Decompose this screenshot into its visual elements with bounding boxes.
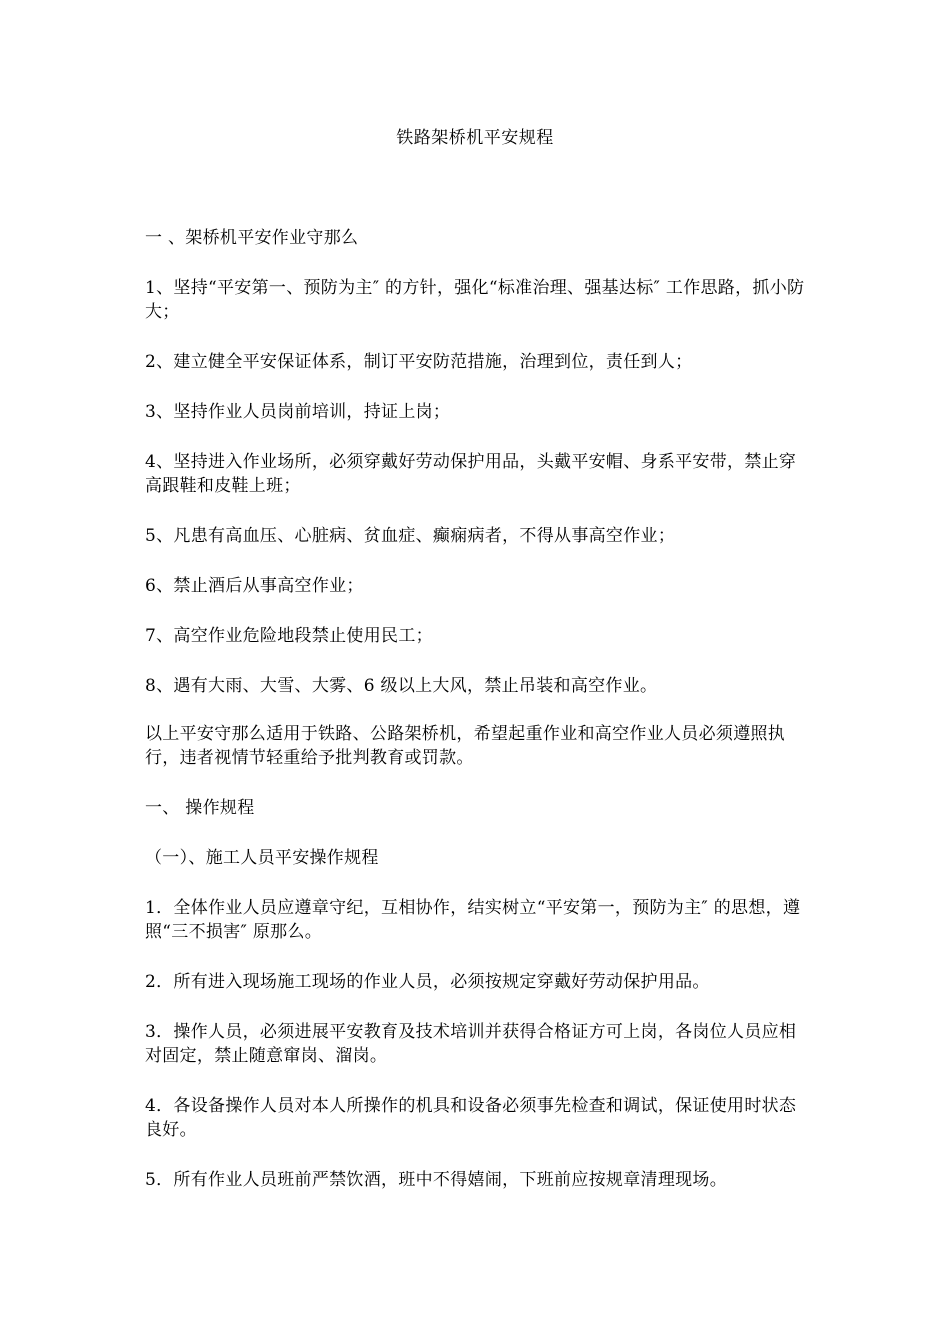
paragraph-rule-8: 8、遇有大雨、大雪、大雾、6 级以上大风，禁止吊装和高空作业。: [145, 676, 658, 696]
paragraph-rule-4: 4、坚持进入作业场所，必须穿戴好劳动保护用品，头戴平安帽、身系平安带，禁止穿高跟鞋和皮鞋上班；: [145, 452, 797, 496]
paragraph-op-rule-4: 4．各设备操作人员对本人所操作的机具和设备必须事先检查和调试，保证使用时状态良好。: [145, 1096, 797, 1140]
paragraph-op-rule-2: 2．所有进入现场施工现场的作业人员，必须按规定穿戴好劳动保护用品。: [145, 972, 710, 992]
paragraph-rule-3: 3、坚持作业人员岗前培训，持证上岗；: [145, 402, 451, 422]
section-heading-safety-rules: 一 、架桥机平安作业守那么: [145, 228, 359, 248]
subsection-heading-staff-rules: （一）、施工人员平安操作规程: [145, 848, 379, 868]
paragraph-op-rule-1: 1．全体作业人员应遵章守纪，互相协作，结实树立“平安第一，预防为主″ 的思想，遵照“三不损害″ 原那么。: [145, 898, 801, 942]
paragraph-op-rule-5: 5．所有作业人员班前严禁饮酒，班中不得嬉闹，下班前应按规章清理现场。: [145, 1170, 728, 1190]
paragraph-rule-7: 7、高空作业危险地段禁止使用民工；: [145, 626, 433, 646]
paragraph-rule-1: 1、坚持“平安第一、预防为主″ 的方针，强化“标准治理、强基达标″ 工作思路，抓小防大；: [145, 278, 805, 322]
paragraph-op-rule-3: 3．操作人员，必须进展平安教育及技术培训并获得合格证方可上岗，各岗位人员应相对固定，禁止随意窜岗、溜岗。: [145, 1022, 797, 1066]
paragraph-rule-2: 2、建立健全平安保证体系，制订平安防范措施，治理到位，责任到人；: [145, 352, 693, 372]
document-title: 铁路架桥机平安规程: [396, 128, 554, 148]
paragraph-rule-5: 5、凡患有高血压、心脏病、贫血症、癫痫病者，不得从事高空作业；: [145, 526, 676, 546]
paragraph-applicability: 以上平安守那么适用于铁路、公路架桥机，希望起重作业和高空作业人员必须遵照执行，违者视情节轻重给予批判教育或罚款。: [145, 724, 786, 768]
section-heading-operating-rules: 一、 操作规程: [145, 798, 255, 818]
paragraph-rule-6: 6、禁止酒后从事高空作业；: [145, 576, 364, 596]
